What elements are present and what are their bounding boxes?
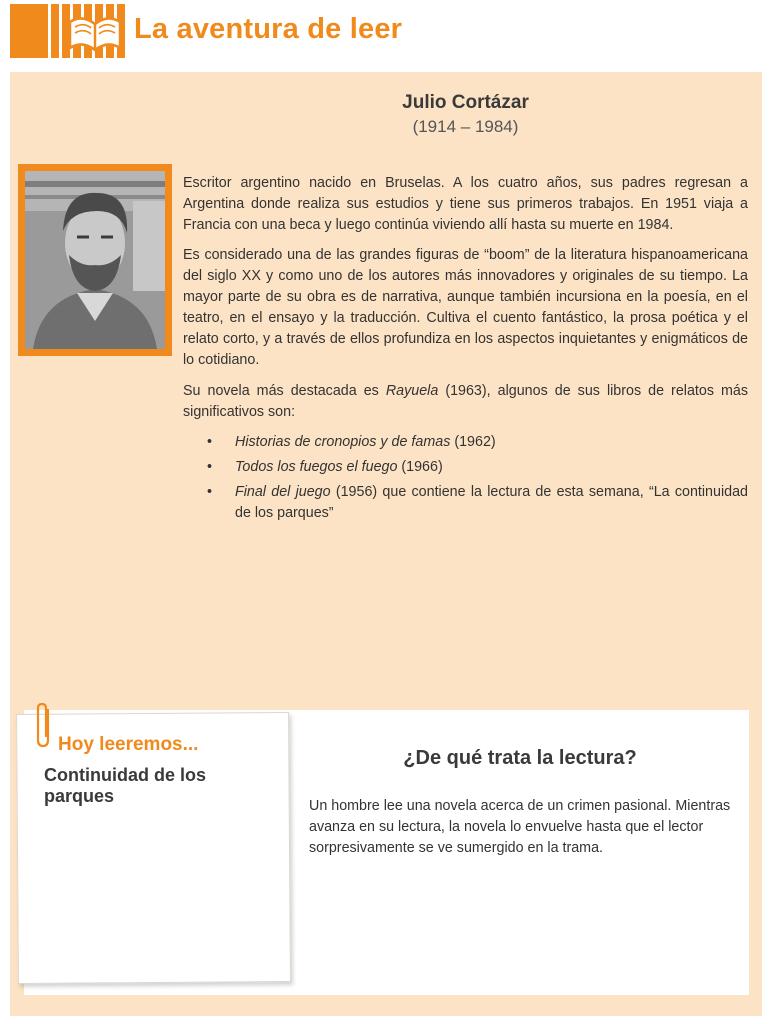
author-portrait	[25, 171, 165, 349]
book-list	[207, 432, 748, 524]
book-title: Todos los fuegos el fuego	[235, 459, 398, 475]
reading-summary: Un hombre lee una novela acerca de un crimen pasional. Mientras avanza en su lectura, la novela lo envuelve hasta que el lector sorpresivamente se ve sumergido en la trama.	[309, 798, 731, 856]
author-name: Julio Cortázar	[402, 92, 529, 113]
bio-paragraph	[183, 381, 748, 423]
author-years: (1914 – 1984)	[412, 117, 519, 136]
bio-text: (1963), algunos de sus libros de relatos más significativos son:	[183, 383, 748, 420]
page-header	[0, 0, 770, 64]
book-title: Historias de cronopios y de famas	[235, 434, 451, 450]
book-icon	[66, 10, 124, 54]
book-list-item	[207, 457, 748, 478]
author-biography	[183, 173, 748, 528]
book-details: (1956) que contiene la lectura de esta semana, “La continuidad de los parques”	[235, 484, 748, 521]
book-details: (1962)	[450, 434, 496, 450]
book-list-item	[207, 432, 748, 453]
bio-paragraph: Es considerado una de las grandes figuras de “boom” de la literatura hispanoamericana del siglo XX y como uno de los autores más innovadores y originales de su tiempo. La mayor parte de su obra es de narrativa, aunque también incursiona en la poesía, en el teatro, en el ensayo y la traducción. Cultiva el cuento fantástico, la prosa poética y el relato corto, y a través de ellos profundiza en los aspectos inquietantes y enigmáticos de lo cotidiano.	[183, 247, 748, 368]
book-title: Rayuela	[385, 383, 439, 399]
note-heading: Hoy leeremos...	[58, 734, 199, 755]
reading-question: ¿De qué trata la lectura?	[403, 747, 637, 769]
book-title: Final del juego	[235, 484, 331, 500]
bio-text: Su novela más destacada es	[183, 383, 386, 399]
reading-title: Continuidad de los parques	[44, 765, 206, 806]
book-list-item	[207, 482, 748, 524]
book-details: (1966)	[397, 459, 443, 475]
page-title: La aventura de leer	[134, 13, 403, 45]
bio-paragraph: Escritor argentino nacido en Bruselas. A los cuatro años, sus padres regresan a Argentina donde realiza sus estudios y tiene sus primeros trabajos. En 1951 viaja a Francia con una beca y luego continúa viviendo allí hasta su muerte en 1984.	[183, 175, 748, 233]
paperclip-icon	[33, 702, 55, 750]
